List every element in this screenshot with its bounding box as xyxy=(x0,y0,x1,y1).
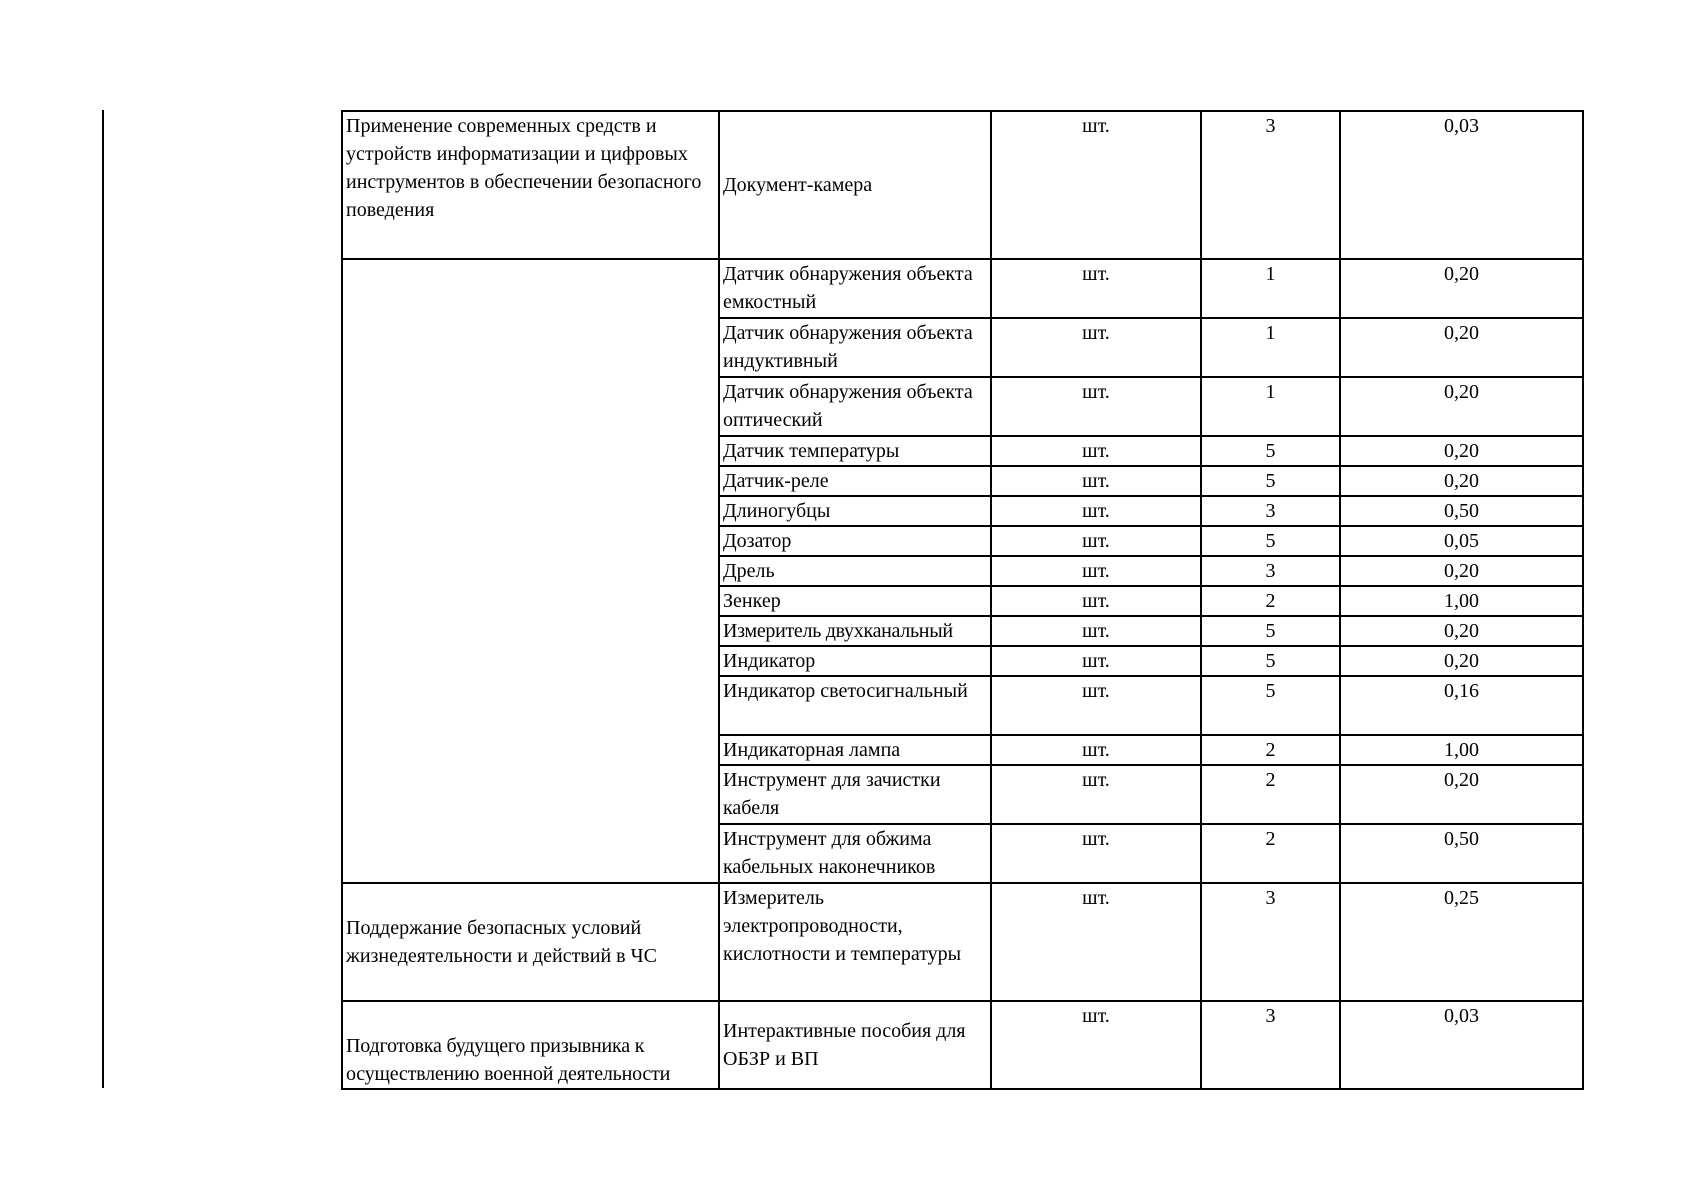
item-name: Датчик обнаружения объекта оптический xyxy=(719,377,991,436)
item-unit: шт. xyxy=(991,556,1201,586)
item-quantity: 5 xyxy=(1201,526,1340,556)
item-name: Инструмент для обжима кабельных наконечников xyxy=(719,824,991,883)
item-quantity: 3 xyxy=(1201,1001,1340,1089)
item-coefficient: 1,00 xyxy=(1340,735,1583,765)
item-name: Измеритель электропроводности, кислотности и температуры xyxy=(719,883,991,1001)
item-quantity: 3 xyxy=(1201,496,1340,526)
item-name: Датчик-реле xyxy=(719,466,991,496)
item-coefficient: 0,05 xyxy=(1340,526,1583,556)
item-name: Индикатор xyxy=(719,646,991,676)
item-coefficient: 0,20 xyxy=(1340,616,1583,646)
item-unit: шт. xyxy=(991,377,1201,436)
item-coefficient: 0,03 xyxy=(1340,111,1583,259)
item-unit: шт. xyxy=(991,496,1201,526)
item-name: Зенкер xyxy=(719,586,991,616)
item-quantity: 2 xyxy=(1201,765,1340,824)
item-unit: шт. xyxy=(991,586,1201,616)
item-name: Датчик обнаружения объекта индуктивный xyxy=(719,318,991,377)
equipment-table xyxy=(341,110,1584,1090)
item-unit: шт. xyxy=(991,1001,1201,1089)
item-unit: шт. xyxy=(991,466,1201,496)
item-name: Датчик температуры xyxy=(719,436,991,466)
item-coefficient: 0,20 xyxy=(1340,377,1583,436)
item-quantity: 5 xyxy=(1201,616,1340,646)
item-name: Измеритель двухканальный xyxy=(719,616,991,646)
item-coefficient: 0,50 xyxy=(1340,824,1583,883)
section-title: Применение современных средств и устройств информатизации и цифровых инструментов в обеспечении безопасного поведения xyxy=(342,111,719,259)
item-coefficient: 0,20 xyxy=(1340,556,1583,586)
item-coefficient: 0,20 xyxy=(1340,646,1583,676)
item-quantity: 1 xyxy=(1201,377,1340,436)
item-coefficient: 1,00 xyxy=(1340,586,1583,616)
section-title: Поддержание безопасных условий жизнедеятельности и действий в ЧС xyxy=(342,883,719,1001)
item-unit: шт. xyxy=(991,526,1201,556)
item-unit: шт. xyxy=(991,735,1201,765)
table-row xyxy=(342,259,1583,318)
item-unit: шт. xyxy=(991,111,1201,259)
item-coefficient: 0,20 xyxy=(1340,466,1583,496)
table-row xyxy=(342,883,1583,1001)
item-quantity: 2 xyxy=(1201,586,1340,616)
item-unit: шт. xyxy=(991,765,1201,824)
item-coefficient: 0,20 xyxy=(1340,318,1583,377)
item-unit: шт. xyxy=(991,824,1201,883)
item-name: Инструмент для зачистки кабеля xyxy=(719,765,991,824)
section-title: Подготовка будущего призывника к осуществлению военной деятельности xyxy=(342,1001,719,1089)
item-unit: шт. xyxy=(991,259,1201,318)
item-coefficient: 0,16 xyxy=(1340,676,1583,735)
item-name: Документ-камера xyxy=(719,111,991,259)
item-unit: шт. xyxy=(991,616,1201,646)
item-name: Индикаторная лампа xyxy=(719,735,991,765)
item-quantity: 5 xyxy=(1201,436,1340,466)
item-name: Индикатор светосигнальный xyxy=(719,676,991,735)
item-quantity: 5 xyxy=(1201,646,1340,676)
item-coefficient: 0,20 xyxy=(1340,436,1583,466)
item-quantity: 3 xyxy=(1201,883,1340,1001)
table-row xyxy=(342,111,1583,259)
item-unit: шт. xyxy=(991,436,1201,466)
item-quantity: 1 xyxy=(1201,259,1340,318)
item-name: Датчик обнаружения объекта емкостный xyxy=(719,259,991,318)
item-quantity: 2 xyxy=(1201,824,1340,883)
section-title xyxy=(342,259,719,883)
item-unit: шт. xyxy=(991,883,1201,1001)
item-coefficient: 0,25 xyxy=(1340,883,1583,1001)
item-coefficient: 0,50 xyxy=(1340,496,1583,526)
item-unit: шт. xyxy=(991,676,1201,735)
item-quantity: 5 xyxy=(1201,676,1340,735)
item-name: Интерактивные пособия для ОБЗР и ВП xyxy=(719,1001,991,1089)
item-quantity: 2 xyxy=(1201,735,1340,765)
item-name: Дозатор xyxy=(719,526,991,556)
item-coefficient: 0,20 xyxy=(1340,259,1583,318)
table-row xyxy=(342,1001,1583,1089)
item-name: Длиногубцы xyxy=(719,496,991,526)
item-unit: шт. xyxy=(991,318,1201,377)
item-coefficient: 0,20 xyxy=(1340,765,1583,824)
page-margin-rule xyxy=(102,110,104,1088)
item-name: Дрель xyxy=(719,556,991,586)
item-quantity: 1 xyxy=(1201,318,1340,377)
item-coefficient: 0,03 xyxy=(1340,1001,1583,1089)
item-quantity: 3 xyxy=(1201,111,1340,259)
item-unit: шт. xyxy=(991,646,1201,676)
item-quantity: 3 xyxy=(1201,556,1340,586)
item-quantity: 5 xyxy=(1201,466,1340,496)
